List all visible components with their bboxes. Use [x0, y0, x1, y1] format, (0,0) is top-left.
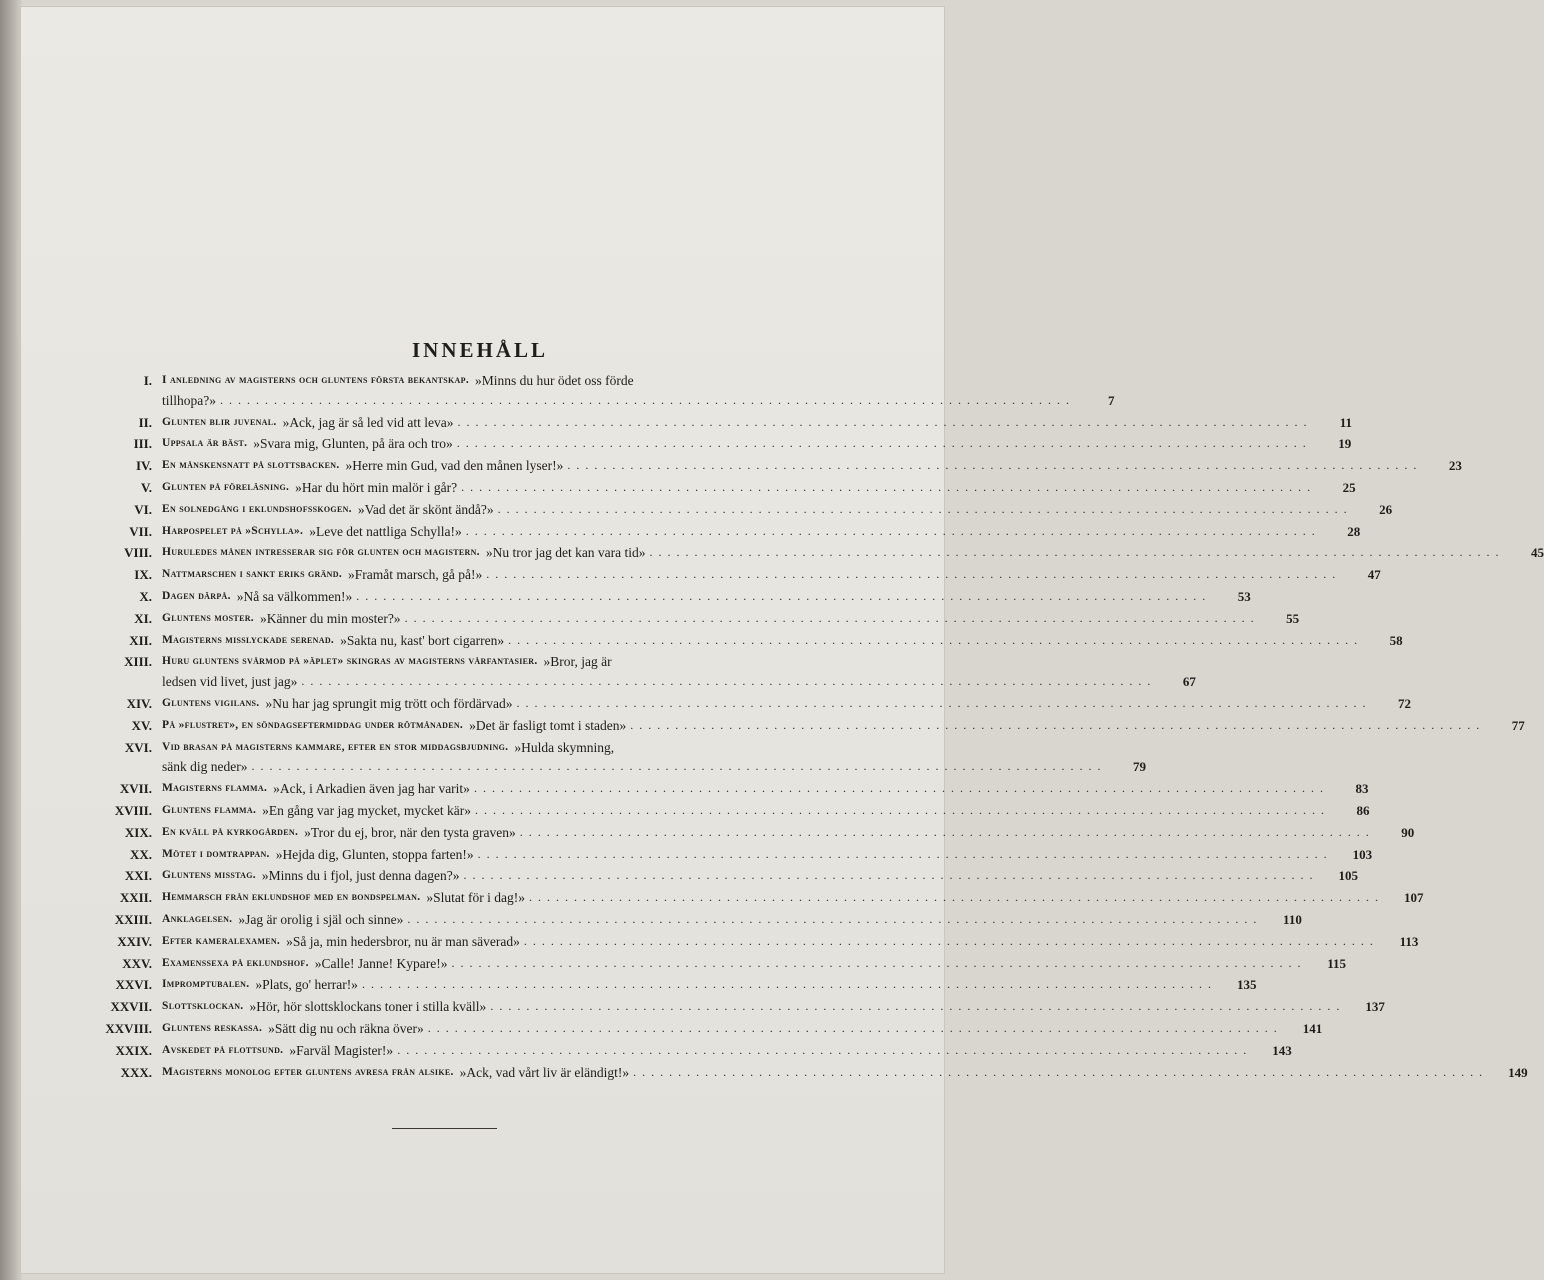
chapter-number: XXII.: [119, 890, 152, 906]
chapter-number: XVI.: [124, 739, 152, 755]
chapter-first-line: »Sakta nu, kast' bort cigarren»: [340, 632, 505, 648]
toc-entry[interactable]: [78, 844, 1373, 866]
toc-entry[interactable]: [78, 996, 1385, 1018]
toc-entry[interactable]: [78, 822, 1415, 844]
chapter-first-line: »Ack, i Arkadien även jag har varit»: [273, 781, 470, 797]
entry-text: [162, 822, 1374, 844]
chapter-first-line: »Bror, jag är: [543, 654, 612, 670]
page-number: 23: [1448, 458, 1462, 474]
chapter-number: XX.: [129, 846, 152, 862]
page-number: 115: [1327, 955, 1346, 971]
entry-text: [162, 412, 1312, 434]
chapter-heading: Anklagelsen.: [162, 912, 233, 925]
leader-dots: . . . . . . . . . . . . . . . . . . . . . . . . . . . . . . . . . . . . . . . . . . . . . . . . . . . . . . . . . . . . . . . . . . . . . . . . . . . . . . . . . . . . . . . . . . . . . . .: [473, 781, 1325, 796]
chapter-first-line: »Calle! Janne! Kypare!»: [314, 955, 448, 971]
toc-entry[interactable]: [78, 737, 808, 759]
toc-entry[interactable]: [78, 1040, 1292, 1062]
leader-dots: . . . . . . . . . . . . . . . . . . . . . . . . . . . . . . . . . . . . . . . . . . . . . . . . . . . . . . . . . . . . . . . . . . . . . . . . . . . . . . . . . . . . . . . . . . . . . . .: [477, 846, 1329, 861]
page-number: 77: [1511, 717, 1525, 733]
chapter-first-line: »Sätt dig nu och räkna över»: [268, 1020, 424, 1036]
page-number: 141: [1302, 1020, 1323, 1036]
entry-text: [162, 865, 1318, 887]
chapter-first-line-continued: ledsen vid livet, just jag»: [162, 674, 298, 690]
chapter-heading: En kväll på kyrkogården.: [162, 825, 299, 838]
entry-text-continued: [162, 756, 1106, 778]
toc-entry-continuation[interactable]: [78, 671, 1196, 693]
toc-entry[interactable]: [78, 564, 1381, 586]
chapter-number: V.: [141, 479, 152, 495]
chapter-first-line: »Hör, hör slottsklockans toner i stilla kväll»: [249, 999, 487, 1015]
toc-entry[interactable]: [78, 953, 1346, 975]
chapter-first-line: »Svara mig, Glunten, på ära och tro»: [253, 436, 453, 452]
entry-text: [162, 1062, 1488, 1084]
leader-dots: . . . . . . . . . . . . . . . . . . . . . . . . . . . . . . . . . . . . . . . . . . . . . . . . . . . . . . . . . . . . . . . . . . . . . . . . . . . . . . . . . . . . . . . . . . . . . . .: [523, 933, 1375, 948]
toc-entry-continuation[interactable]: [78, 390, 1115, 412]
entry-text: [162, 608, 1259, 630]
leader-dots: . . . . . . . . . . . . . . . . . . . . . . . . . . . . . . . . . . . . . . . . . . . . . . . . . . . . . . . . . . . . . . . . . . . . . . . . . . . . . . . . . . . . . . . . . . . . . . .: [461, 479, 1312, 494]
page-number: 90: [1401, 824, 1415, 840]
toc-entry[interactable]: [78, 800, 1370, 822]
chapter-number: XIV.: [126, 695, 152, 711]
toc-entry[interactable]: [78, 412, 1353, 434]
chapter-heading: I anledning av magisterns och gluntens första bekantskap.: [162, 374, 469, 386]
leader-dots: . . . . . . . . . . . . . . . . . . . . . . . . . . . . . . . . . . . . . . . . . . . . . . . . . . . . . . . . . . . . . . . . . . . . . . . . . . . . . . . . . . . . . . . . . . . . . . .: [508, 632, 1359, 647]
leader-dots: . . . . . . . . . . . . . . . . . . . . . . . . . . . . . . . . . . . . . . . . . . . . . . . . . . . . . . . . . . . . . . . . . . . . . . . . . . . . . . . . . . . . . . . . . . . . . . .: [220, 392, 1071, 407]
entry-text: [162, 909, 1262, 931]
chapter-number: XIII.: [124, 654, 152, 670]
page-number: 25: [1342, 479, 1356, 495]
leader-dots: . . . . . . . . . . . . . . . . . . . . . . . . . . . . . . . . . . . . . . . . . . . . . . . . . . . . . . . . . . . . . . . . . . . . . . . . . . . . . . . . . . . . . . . . . . . . . . .: [427, 1020, 1279, 1035]
entry-text: [162, 521, 1320, 543]
entry-text: [162, 1018, 1282, 1040]
chapter-heading: Gluntens moster.: [162, 611, 254, 624]
toc-entry[interactable]: [78, 455, 1462, 477]
toc-entry[interactable]: [78, 715, 1525, 737]
chapter-first-line: »En gång var jag mycket, mycket kär»: [262, 802, 471, 818]
page-number: 28: [1347, 523, 1361, 539]
toc-entry[interactable]: [78, 887, 1424, 909]
entry-text-continued: [162, 390, 1075, 412]
chapter-first-line: »Farväl Magister!»: [289, 1042, 394, 1058]
leader-dots: . . . . . . . . . . . . . . . . . . . . . . . . . . . . . . . . . . . . . . . . . . . . . . . . . . . . . . . . . . . . . . . . . . . . . . . . . . . . . . . . . . . . . . . . . . . . . . .: [497, 501, 1349, 516]
page-number: 107: [1403, 890, 1424, 906]
chapter-first-line: »Hulda skymning,: [514, 739, 615, 755]
book-gutter-shadow: [0, 0, 22, 1280]
chapter-first-line: »Hejda dig, Glunten, stoppa farten!»: [275, 846, 474, 862]
chapter-first-line: »Det är fasligt tomt i staden»: [469, 717, 627, 733]
page-title: INNEHÅLL: [411, 338, 549, 362]
entry-text: [162, 564, 1341, 586]
chapter-number: XII.: [129, 632, 152, 648]
leader-dots: . . . . . . . . . . . . . . . . . . . . . . . . . . . . . . . . . . . . . . . . . . . . . . . . . . . . . . . . . . . . . . . . . . . . . . . . . . . . . . . . . . . . . . . . . . . . . . .: [251, 759, 1102, 774]
toc-entry[interactable]: [78, 370, 808, 392]
page-number: 19: [1338, 436, 1352, 452]
page-number: 83: [1355, 781, 1369, 797]
leader-dots: . . . . . . . . . . . . . . . . . . . . . . . . . . . . . . . . . . . . . . . . . . . . . . . . . . . . . . . . . . . . . . . . . . . . . . . . . . . . . . . . . . . . . . . . . . . . . . .: [630, 717, 1481, 732]
page-number: 110: [1283, 911, 1302, 927]
chapter-number: XXI.: [124, 868, 152, 884]
toc-entry[interactable]: [78, 1018, 1323, 1040]
toc-entry[interactable]: [78, 433, 1352, 455]
chapter-first-line: »Framåt marsch, gå på!»: [348, 567, 483, 583]
chapter-heading: På »flustret», en söndagseftermiddag under rötmånaden.: [162, 718, 464, 731]
chapter-number: XXIII.: [114, 911, 152, 927]
entry-text: [162, 586, 1211, 608]
page-number: 55: [1286, 610, 1300, 626]
chapter-number: XXVIII.: [105, 1020, 152, 1036]
leader-dots: . . . . . . . . . . . . . . . . . . . . . . . . . . . . . . . . . . . . . . . . . . . . . . . . . . . . . . . . . . . . . . . . . . . . . . . . . . . . . . . . . . . . . . . . . . . . . . .: [457, 414, 1309, 429]
leader-dots: . . . . . . . . . . . . . . . . . . . . . . . . . . . . . . . . . . . . . . . . . . . . . . . . . . . . . . . . . . . . . . . . . . . . . . . . . . . . . . . . . . . . . . . . . . . . . . .: [649, 545, 1501, 560]
page-number: 105: [1338, 868, 1358, 884]
page-number: 26: [1379, 501, 1393, 517]
chapter-first-line: »Leve det nattliga Schylla!»: [309, 523, 462, 539]
toc-entry[interactable]: [78, 778, 1369, 800]
toc-entry[interactable]: [78, 586, 1251, 608]
chapter-heading: Vid brasan på magisterns kammare, efter en stor middagsbjudning.: [162, 740, 509, 753]
chapter-heading: Examenssexa på eklundshof.: [162, 956, 309, 969]
chapter-heading: Huruledes månen intresserar sig för glunten och magistern.: [162, 546, 480, 559]
chapter-number: XXIX.: [115, 1042, 152, 1058]
chapter-heading: Nattmarschen i sankt eriks gränd.: [162, 568, 343, 581]
chapter-heading: Magisterns monolog efter gluntens avresa från alsike.: [162, 1065, 454, 1078]
entry-text: [162, 778, 1328, 800]
toc-entry[interactable]: [78, 931, 1419, 953]
chapter-number: III.: [133, 436, 152, 452]
leader-dots: . . . . . . . . . . . . . . . . . . . . . . . . . . . . . . . . . . . . . . . . . . . . . . . . . . . . . . . . . . . . . . . . . . . . . . . . . . . . . . . . . . . . . . . . . . . . . . .: [397, 1042, 1248, 1057]
chapter-number: VI.: [134, 501, 152, 517]
chapter-number: XXV.: [122, 955, 152, 971]
chapter-number: XXVII.: [110, 999, 152, 1015]
chapter-first-line: »Nu har jag sprungit mig trött och fördärvad»: [265, 695, 513, 711]
leader-dots: . . . . . . . . . . . . . . . . . . . . . . . . . . . . . . . . . . . . . . . . . . . . . . . . . . . . . . . . . . . . . . . . . . . . . . . . . . . . . . . . . . . . . . . . . . . . . . .: [474, 802, 1326, 817]
page-number: 135: [1236, 977, 1257, 993]
chapter-heading: Gluntens vigilans.: [162, 696, 260, 709]
chapter-heading: Uppsala är bäst.: [162, 437, 248, 450]
toc-entry[interactable]: [78, 608, 1300, 630]
table-of-contents: [78, 370, 1544, 1083]
leader-dots: . . . . . . . . . . . . . . . . . . . . . . . . . . . . . . . . . . . . . . . . . . . . . . . . . . . . . . . . . . . . . . . . . . . . . . . . . . . . . . . . . . . . . . . . . . . . . . .: [463, 868, 1314, 883]
leader-dots: . . . . . . . . . . . . . . . . . . . . . . . . . . . . . . . . . . . . . . . . . . . . . . . . . . . . . . . . . . . . . . . . . . . . . . . . . . . . . . . . . . . . . . . . . . . . . . .: [456, 436, 1308, 451]
page-number: 86: [1356, 802, 1370, 818]
toc-entry[interactable]: [78, 499, 1393, 521]
entry-text: [162, 630, 1363, 652]
toc-entry[interactable]: [78, 865, 1358, 887]
toc-entry[interactable]: [78, 477, 1356, 499]
leader-dots: . . . . . . . . . . . . . . . . . . . . . . . . . . . . . . . . . . . . . . . . . . . . . . . . . . . . . . . . . . . . . . . . . . . . . . . . . . . . . . . . . . . . . . . . . . . . . . .: [407, 911, 1258, 926]
chapter-number: VIII.: [124, 545, 152, 561]
page-number: 113: [1399, 933, 1419, 949]
toc-entry[interactable]: [78, 693, 1412, 715]
page-number: 53: [1237, 588, 1251, 604]
entry-text: [162, 800, 1329, 822]
entry-text: [162, 499, 1352, 521]
chapter-number: II.: [138, 414, 152, 430]
chapter-heading: Slottsklockan.: [162, 1000, 244, 1013]
entry-text: [162, 974, 1216, 996]
leader-dots: . . . . . . . . . . . . . . . . . . . . . . . . . . . . . . . . . . . . . . . . . . . . . . . . . . . . . . . . . . . . . . . . . . . . . . . . . . . . . . . . . . . . . . . . . . . . . . .: [451, 955, 1302, 970]
page-number: 47: [1367, 567, 1381, 583]
page-number: 7: [1108, 392, 1115, 408]
chapter-heading: Harpospelet på »Schylla».: [162, 524, 304, 537]
chapter-first-line-continued: sänk dig neder»: [162, 759, 248, 775]
chapter-heading: En solnedgång i eklundshofsskogen.: [162, 502, 352, 515]
page-number: 67: [1182, 674, 1196, 690]
chapter-heading: Gluntens reskassa.: [162, 1021, 263, 1034]
entry-text: [162, 715, 1485, 737]
toc-entry[interactable]: [78, 651, 808, 673]
chapter-heading: Gluntens misstag.: [162, 869, 256, 882]
chapter-heading: Avskedet på flottsund.: [162, 1043, 284, 1056]
chapter-number: IX.: [134, 567, 152, 583]
chapter-number: XVIII.: [114, 802, 152, 818]
leader-dots: . . . . . . . . . . . . . . . . . . . . . . . . . . . . . . . . . . . . . . . . . . . . . . . . . . . . . . . . . . . . . . . . . . . . . . . . . . . . . . . . . . . . . . . . . . . . . . .: [633, 1064, 1484, 1079]
leader-dots: . . . . . . . . . . . . . . . . . . . . . . . . . . . . . . . . . . . . . . . . . . . . . . . . . . . . . . . . . . . . . . . . . . . . . . . . . . . . . . . . . . . . . . . . . . . . . . .: [528, 890, 1380, 905]
chapter-first-line: »Ack, jag är så led vid att leva»: [282, 414, 454, 430]
chapter-heading: Magisterns flamma.: [162, 782, 268, 795]
chapter-heading: Glunten blir juvenal.: [162, 415, 277, 428]
toc-entry[interactable]: [78, 521, 1361, 543]
entry-text: [162, 693, 1371, 715]
chapter-heading: Glunten på föreläsning.: [162, 480, 290, 493]
entry-text: [162, 477, 1316, 499]
page-number: 45: [1531, 545, 1544, 561]
entry-text: [162, 1040, 1252, 1062]
chapter-first-line: »Har du hört min malör i går?: [295, 479, 458, 495]
leader-dots: . . . . . . . . . . . . . . . . . . . . . . . . . . . . . . . . . . . . . . . . . . . . . . . . . . . . . . . . . . . . . . . . . . . . . . . . . . . . . . . . . . . . . . . . . . . . . . .: [356, 588, 1207, 603]
page-number: 137: [1365, 999, 1385, 1015]
chapter-heading: Huru gluntens svårmod på »äplet» skingras av magisterns vårfantasier.: [162, 655, 538, 668]
chapter-first-line: »Herre min Gud, vad den månen lyser!»: [345, 458, 564, 474]
toc-entry[interactable]: [78, 974, 1257, 996]
chapter-number: I.: [143, 373, 152, 388]
entry-text: [162, 651, 808, 673]
chapter-number: XXX.: [120, 1064, 152, 1080]
entry-text: [162, 433, 1311, 455]
leader-dots: . . . . . . . . . . . . . . . . . . . . . . . . . . . . . . . . . . . . . . . . . . . . . . . . . . . . . . . . . . . . . . . . . . . . . . . . . . . . . . . . . . . . . . . . . . . . . . .: [567, 458, 1418, 473]
chapter-heading: Magisterns misslyckade serenad.: [162, 633, 335, 646]
leader-dots: . . . . . . . . . . . . . . . . . . . . . . . . . . . . . . . . . . . . . . . . . . . . . . . . . . . . . . . . . . . . . . . . . . . . . . . . . . . . . . . . . . . . . . . . . . . . . . .: [516, 695, 1368, 710]
entry-text: [162, 996, 1345, 1018]
chapter-first-line: »Ack, vad vårt liv är eländigt!»: [459, 1064, 630, 1080]
chapter-number: XIX.: [124, 824, 152, 840]
chapter-first-line: »Nå sa välkommen!»: [236, 588, 353, 604]
leader-dots: . . . . . . . . . . . . . . . . . . . . . . . . . . . . . . . . . . . . . . . . . . . . . . . . . . . . . . . . . . . . . . . . . . . . . . . . . . . . . . . . . . . . . . . . . . . . . . .: [490, 999, 1341, 1014]
chapter-first-line: »Känner du min moster?»: [259, 610, 401, 626]
toc-entry-continuation[interactable]: [78, 756, 1146, 778]
chapter-heading: Efter kameralexamen.: [162, 934, 281, 947]
leader-dots: . . . . . . . . . . . . . . . . . . . . . . . . . . . . . . . . . . . . . . . . . . . . . . . . . . . . . . . . . . . . . . . . . . . . . . . . . . . . . . . . . . . . . . . . . . . . . . .: [486, 567, 1337, 582]
page-number: 103: [1352, 846, 1373, 862]
chapter-first-line: »Plats, go' herrar!»: [255, 977, 358, 993]
toc-entry[interactable]: [78, 542, 1544, 564]
chapter-first-line: »Tror du ej, bror, när den tysta graven»: [304, 824, 516, 840]
chapter-heading: Mötet i domtrappan.: [162, 847, 270, 860]
chapter-number: XI.: [134, 610, 152, 626]
entry-text: [162, 953, 1306, 975]
leader-dots: . . . . . . . . . . . . . . . . . . . . . . . . . . . . . . . . . . . . . . . . . . . . . . . . . . . . . . . . . . . . . . . . . . . . . . . . . . . . . . . . . . . . . . . . . . . . . . .: [404, 610, 1256, 625]
entry-text: [162, 737, 808, 759]
entry-text: [162, 542, 1504, 564]
chapter-heading: En månskensnatt på slottsbacken.: [162, 459, 340, 472]
page-number: 79: [1132, 759, 1146, 775]
chapter-heading: Impromptubalen.: [162, 978, 250, 991]
chapter-first-line: »Så ja, min hedersbror, nu är man säverad»: [286, 933, 520, 949]
page-number: 149: [1508, 1064, 1528, 1080]
entry-text: [162, 887, 1383, 909]
leader-dots: . . . . . . . . . . . . . . . . . . . . . . . . . . . . . . . . . . . . . . . . . . . . . . . . . . . . . . . . . . . . . . . . . . . . . . . . . . . . . . . . . . . . . . . . . . . . . . .: [361, 977, 1213, 992]
entry-text: [162, 455, 1422, 477]
leader-dots: . . . . . . . . . . . . . . . . . . . . . . . . . . . . . . . . . . . . . . . . . . . . . . . . . . . . . . . . . . . . . . . . . . . . . . . . . . . . . . . . . . . . . . . . . . . . . . .: [301, 674, 1152, 689]
leader-dots: . . . . . . . . . . . . . . . . . . . . . . . . . . . . . . . . . . . . . . . . . . . . . . . . . . . . . . . . . . . . . . . . . . . . . . . . . . . . . . . . . . . . . . . . . . . . . . .: [519, 824, 1371, 839]
chapter-first-line-continued: tillhopa?»: [162, 392, 216, 408]
chapter-number: XV.: [131, 717, 152, 733]
toc-entry[interactable]: [78, 1062, 1528, 1084]
chapter-heading: Hemmarsch från eklundshof med en bondspelman.: [162, 891, 421, 904]
leader-dots: . . . . . . . . . . . . . . . . . . . . . . . . . . . . . . . . . . . . . . . . . . . . . . . . . . . . . . . . . . . . . . . . . . . . . . . . . . . . . . . . . . . . . . . . . . . . . . .: [465, 523, 1317, 538]
chapter-number: XVII.: [119, 781, 152, 797]
page-number: 143: [1272, 1042, 1292, 1058]
closing-rule-divider: [392, 1128, 497, 1129]
chapter-first-line: »Jag är orolig i själ och sinne»: [238, 911, 404, 927]
chapter-first-line: »Slutat för i dag!»: [426, 890, 525, 906]
entry-text-continued: [162, 671, 1156, 693]
chapter-number: X.: [139, 588, 152, 604]
entry-text: [162, 370, 808, 392]
chapter-number: XXIV.: [117, 933, 152, 949]
chapter-first-line: »Nu tror jag det kan vara tid»: [485, 545, 646, 561]
page-number: 58: [1389, 632, 1403, 648]
page-number: 11: [1339, 414, 1353, 430]
chapter-first-line: »Vad det är skönt ändå?»: [357, 501, 494, 517]
chapter-first-line: »Minns du hur ödet oss förde: [475, 373, 634, 388]
chapter-number: IV.: [135, 458, 152, 474]
page-number: 72: [1398, 695, 1412, 711]
chapter-first-line: »Minns du i fjol, just denna dagen?»: [261, 868, 460, 884]
chapter-heading: Gluntens flamma.: [162, 803, 257, 816]
chapter-number: VII.: [129, 523, 152, 539]
toc-entry[interactable]: [78, 909, 1302, 931]
chapter-heading: Dagen därpå.: [162, 589, 231, 602]
entry-text: [162, 844, 1332, 866]
toc-entry[interactable]: [78, 630, 1403, 652]
chapter-number: XXVI.: [115, 977, 152, 993]
entry-text: [162, 931, 1378, 953]
